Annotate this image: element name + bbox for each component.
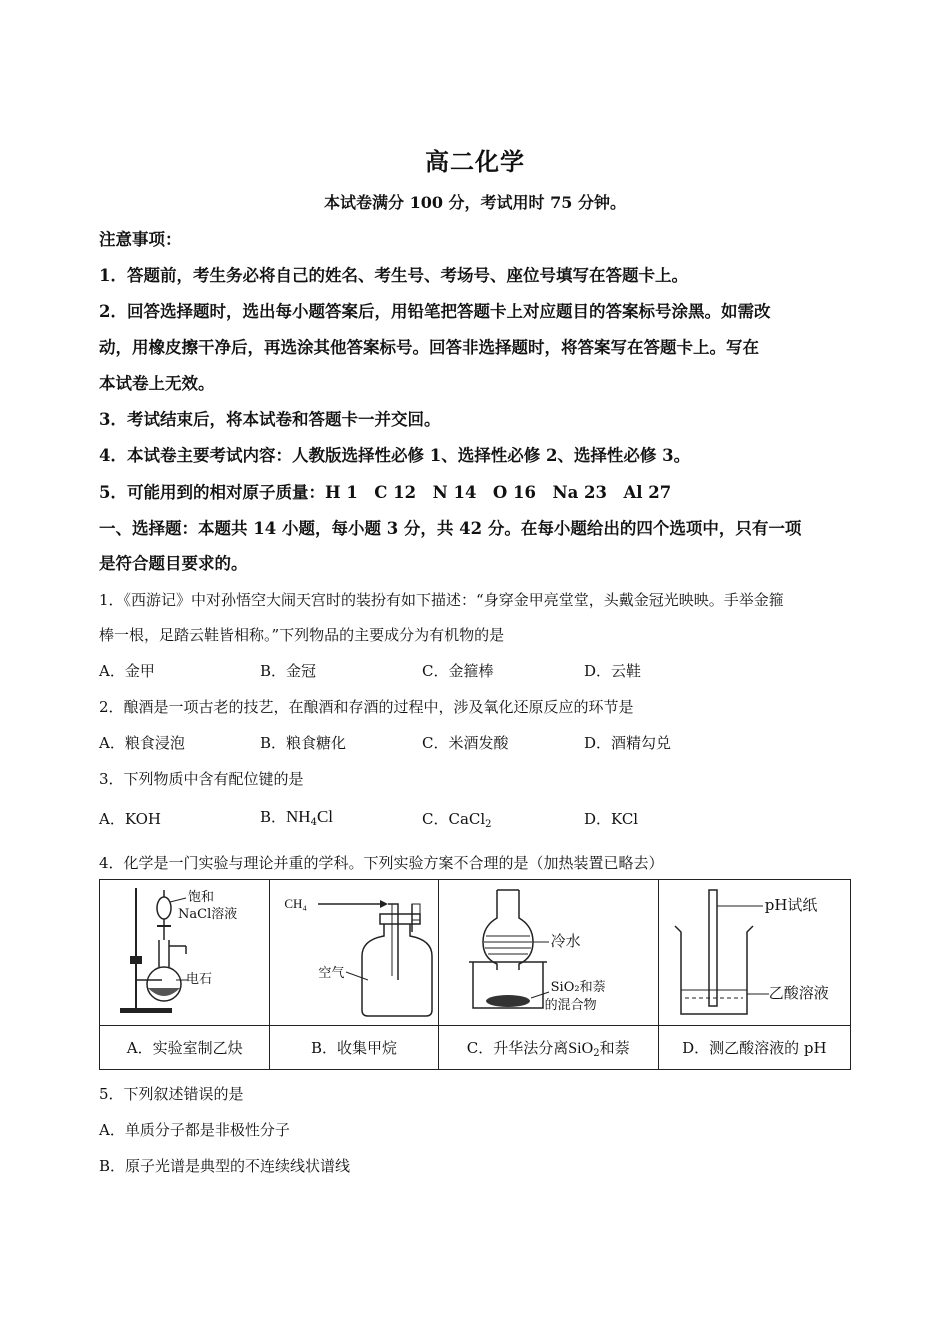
q5-option-a: A．单质分子都是非极性分子	[99, 1121, 290, 1139]
figure-a-label-nacl: NaCl溶液	[178, 907, 238, 922]
q3-option-d: D．KCl	[584, 810, 639, 828]
figure-d-label-ph-paper: pH试纸	[764, 896, 818, 914]
section-1-line-2: 是符合题目要求的。	[99, 554, 248, 573]
notice-item-4: 4．本试卷主要考试内容：人教版选择性必修 1、选择性必修 2、选择性必修 3。	[99, 446, 691, 465]
q4-option-d: D．测乙酸溶液的 pH	[658, 1026, 850, 1070]
q3-option-b-prefix: B．	[260, 808, 287, 826]
q4-option-b: B．收集甲烷	[270, 1026, 438, 1070]
figure-b-label-air: 空气	[318, 966, 345, 981]
q3-option-a: A．KOH	[99, 810, 162, 828]
page-title: 高二化学	[425, 147, 525, 176]
q2-option-a: A．粮食浸泡	[99, 734, 185, 752]
q3-option-b-subscript: 4	[310, 817, 317, 828]
notice-item-2-line-1: 2．回答选择题时，选出每小题答案后，用铅笔把答题卡上对应题目的答案标号涂黑。如需改	[99, 302, 771, 321]
figure-c-label-cold-water: 冷水	[550, 932, 581, 950]
q1-option-c: C．金箍棒	[422, 662, 494, 680]
figure-d-cell	[658, 880, 850, 1026]
q3-option-b-formula: NH	[286, 807, 311, 826]
q1-stem-line-1: 1．《西游记》中对孙悟空大闹天宫时的装扮有如下描述：“身穿金甲亮堂堂，头戴金冠光映映。手举金箍	[99, 591, 784, 609]
figure-b-label-methane: CH₄	[284, 896, 307, 911]
figure-c-label-mixture-1: SiO₂和萘	[550, 980, 606, 995]
q4-option-c	[438, 1026, 658, 1070]
q4-option-c-formula: SiO	[568, 1039, 594, 1057]
q2-option-c: C．米酒发酸	[422, 734, 509, 752]
q3-option-c-formula: C．CaCl	[422, 810, 486, 828]
notice-item-3: 3．考试结束后，将本试卷和答题卡一并交回。	[99, 410, 441, 429]
exam-subtitle: 本试卷满分 100 分，考试用时 75 分钟。	[324, 193, 626, 212]
notice-item-2-line-2: 动，用橡皮擦干净后，再选涂其他答案标号。回答非选择题时，将答案写在答题卡上。写在	[99, 338, 759, 357]
figure-a-label-saturated: 饱和	[188, 890, 215, 905]
figure-a-cell	[100, 880, 270, 1026]
q4-option-c-tail: 和萘	[599, 1038, 630, 1057]
figure-c-label-mixture-2: 的混合物	[544, 998, 597, 1013]
q1-option-d: D．云鞋	[584, 662, 642, 680]
figure-c-cell	[438, 880, 658, 1026]
q5-stem: 5．下列叙述错误的是	[99, 1085, 244, 1103]
figure-d-label-acetic-acid: 乙酸溶液	[768, 984, 829, 1002]
q4-option-a: A．实验室制乙炔	[100, 1026, 270, 1070]
notice-item-2-line-3: 本试卷上无效。	[99, 374, 215, 393]
q4-option-c-subscript: 2	[593, 1047, 600, 1059]
q4-stem: 4．化学是一门实验与理论并重的学科。下列实验方案不合理的是（加热装置已略去）	[99, 854, 664, 872]
q4-option-c-prefix: C．升华法分离	[466, 1038, 569, 1057]
q3-option-c-subscript: 2	[485, 819, 492, 830]
q1-option-a: A．金甲	[99, 662, 155, 680]
notice-heading: 注意事项：	[99, 230, 182, 249]
q2-option-d: D．酒精勾兑	[584, 734, 672, 752]
q2-option-b: B．粮食糖化	[260, 734, 347, 752]
figure-a-label-carbide: 电石	[186, 972, 213, 987]
acetylene-apparatus-figure	[100, 880, 270, 1025]
notice-item-1: 1．答题前，考生务必将自己的姓名、考生号、考场号、座位号填写在答题卡上。	[99, 266, 688, 285]
ph-beaker-figure	[659, 880, 851, 1025]
figure-b-cell	[270, 880, 438, 1026]
q2-stem: 2．酿酒是一项古老的技艺，在酿酒和存酒的过程中，涉及氧化还原反应的环节是	[99, 698, 634, 716]
section-1-line-1: 一、选择题：本题共 14 小题，每小题 3 分，共 42 分。在每小题给出的四个选项中，只有一项	[99, 519, 802, 538]
q4-apparatus-table	[99, 879, 851, 1070]
q3-option-b	[260, 806, 333, 828]
q3-stem: 3．下列物质中含有配位键的是	[99, 770, 304, 788]
q3-option-c	[422, 808, 492, 830]
notice-item-5: 5．可能用到的相对原子质量：H 1 C 12 N 14 O 16 Na 23 Al 27	[99, 483, 672, 502]
q1-option-b: B．金冠	[260, 662, 317, 680]
q1-stem-line-2: 棒一根，足踏云鞋皆相称。”下列物品的主要成分为有机物的是	[99, 626, 505, 644]
q5-option-b: B．原子光谱是典型的不连续线状谱线	[99, 1157, 351, 1175]
q3-option-b-formula-tail: Cl	[316, 807, 334, 826]
